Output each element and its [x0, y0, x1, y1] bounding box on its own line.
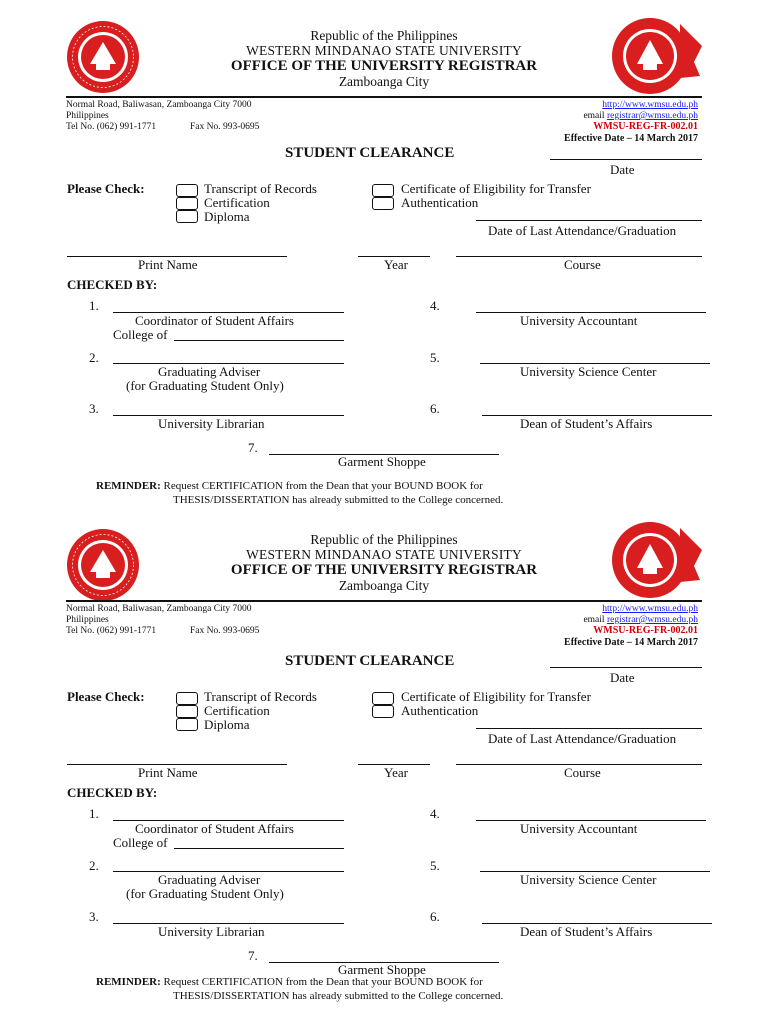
form-title: STUDENT CLEARANCE: [285, 653, 455, 669]
registrar-seal-icon: [610, 520, 704, 600]
contact-fax: Fax No. 993-0695: [190, 122, 260, 132]
signatory-accountant: University Accountant: [520, 821, 638, 836]
year-label: Year: [384, 257, 408, 272]
checkbox-eligibility[interactable]: [372, 692, 394, 705]
signatory-number-6: 6.: [430, 909, 440, 924]
signatory-number-1: 1.: [89, 806, 99, 821]
college-of-label: College of: [113, 835, 168, 850]
print-name-label: Print Name: [138, 765, 198, 780]
contact-tel: Tel No. (062) 991-1771: [66, 626, 157, 636]
effective-date: Effective Date – 14 March 2017: [564, 637, 698, 648]
reminder-text-1: Request CERTIFICATION from the Dean that your BOUND BOOK for: [163, 976, 483, 988]
signatory-adviser-note: (for Graduating Student Only): [126, 378, 284, 393]
checked-by-label: CHECKED BY:: [67, 785, 158, 800]
last-attendance-label: Date of Last Attendance/Graduation: [488, 223, 677, 238]
checked-by-label: CHECKED BY:: [67, 277, 158, 292]
date-input-line[interactable]: [550, 667, 702, 668]
checkbox-authentication[interactable]: [372, 705, 394, 718]
reminder-text-2: THESIS/DISSERTATION has already submitted to the College concerned.: [173, 990, 504, 1002]
checkbox-diploma[interactable]: [176, 718, 198, 731]
email-link[interactable]: registrar@wmsu.edu.ph: [606, 111, 698, 121]
signatory-adviser: Graduating Adviser: [158, 872, 261, 887]
email-label: email: [583, 111, 605, 121]
header-divider: [66, 96, 702, 98]
signatory-accountant: University Accountant: [520, 313, 638, 328]
signatory-number-2: 2.: [89, 350, 99, 365]
checkbox-certification[interactable]: [176, 705, 198, 718]
option-transcript: Transcript of Records: [204, 689, 317, 704]
signatory-science-center: University Science Center: [520, 364, 657, 379]
form-title: STUDENT CLEARANCE: [285, 145, 455, 161]
signatory-garment-shoppe: Garment Shoppe: [338, 454, 426, 469]
checkbox-transcript[interactable]: [176, 692, 198, 705]
clearance-form-copy-1: [0, 0, 768, 508]
header-office: OFFICE OF THE UNIVERSITY REGISTRAR: [230, 562, 538, 578]
checkbox-eligibility[interactable]: [372, 184, 394, 197]
college-of-label: College of: [113, 327, 168, 342]
last-attendance-label: Date of Last Attendance/Graduation: [488, 731, 677, 746]
form-code: WMSU-REG-FR-002.01: [593, 625, 698, 636]
checkbox-diploma[interactable]: [176, 210, 198, 223]
course-label: Course: [564, 765, 601, 780]
last-attendance-input-line[interactable]: [476, 220, 702, 221]
email-row: [583, 111, 698, 121]
signatory-number-2: 2.: [89, 858, 99, 873]
signatory-dean: Dean of Student’s Affairs: [520, 924, 653, 939]
effective-date: Effective Date – 14 March 2017: [564, 133, 698, 144]
header-city: Zamboanga City: [338, 578, 430, 593]
reminder-text-2: THESIS/DISSERTATION has already submitted to the College concerned.: [173, 494, 504, 506]
header-university: WESTERN MINDANAO STATE UNIVERSITY: [246, 547, 522, 562]
header-republic: Republic of the Philippines: [310, 532, 458, 547]
signatory-coordinator: Coordinator of Student Affairs: [135, 821, 294, 836]
option-eligibility: Certificate of Eligibility for Transfer: [401, 689, 591, 704]
signatory-librarian: University Librarian: [158, 924, 265, 939]
option-certification: Certification: [204, 703, 270, 718]
option-authentication: Authentication: [401, 703, 479, 718]
email-row: [583, 615, 698, 625]
signatory-number-3: 3.: [89, 401, 99, 416]
contact-address: Normal Road, Baliwasan, Zamboanga City 7000: [66, 604, 252, 614]
email-link[interactable]: registrar@wmsu.edu.ph: [606, 615, 698, 625]
reminder-label: REMINDER:: [96, 480, 161, 492]
date-label: Date: [610, 162, 635, 177]
option-diploma: Diploma: [204, 717, 250, 732]
signatory-number-5: 5.: [430, 350, 440, 365]
registrar-seal-icon: [610, 16, 704, 96]
signatory-number-4: 4.: [430, 298, 440, 313]
wmsu-seal-icon: [66, 20, 140, 94]
header-divider: [66, 600, 702, 602]
reminder-line-1: [96, 976, 483, 988]
checkbox-authentication[interactable]: [372, 197, 394, 210]
option-diploma: Diploma: [204, 209, 250, 224]
college-input-line[interactable]: [174, 340, 344, 341]
signatory-number-6: 6.: [430, 401, 440, 416]
please-check-label: Please Check:: [67, 689, 145, 704]
signatory-number-7: 7.: [248, 948, 258, 963]
option-authentication: Authentication: [401, 195, 479, 210]
contact-fax: Fax No. 993-0695: [190, 626, 260, 636]
contact-tel: Tel No. (062) 991-1771: [66, 122, 157, 132]
signatory-number-5: 5.: [430, 858, 440, 873]
signatory-librarian: University Librarian: [158, 416, 265, 431]
signatory-garment-shoppe: Garment Shoppe: [338, 962, 426, 977]
date-input-line[interactable]: [550, 159, 702, 160]
signatory-dean: Dean of Student’s Affairs: [520, 416, 653, 431]
signatory-number-7: 7.: [248, 440, 258, 455]
email-label: email: [583, 615, 605, 625]
clearance-form-copy-2: [0, 508, 768, 1016]
header-republic: Republic of the Philippines: [310, 28, 458, 43]
signatory-science-center: University Science Center: [520, 872, 657, 887]
course-label: Course: [564, 257, 601, 272]
option-eligibility: Certificate of Eligibility for Transfer: [401, 181, 591, 196]
header-city: Zamboanga City: [338, 74, 430, 89]
checkbox-certification[interactable]: [176, 197, 198, 210]
website-link[interactable]: http://www.wmsu.edu.ph: [602, 100, 698, 110]
print-name-label: Print Name: [138, 257, 198, 272]
wmsu-seal-icon: [66, 528, 140, 602]
reminder-label: REMINDER:: [96, 976, 161, 988]
contact-address: Normal Road, Baliwasan, Zamboanga City 7000: [66, 100, 252, 110]
please-check-label: Please Check:: [67, 181, 145, 196]
signatory-number-3: 3.: [89, 909, 99, 924]
contact-country: Philippines: [66, 111, 109, 121]
header-university: WESTERN MINDANAO STATE UNIVERSITY: [246, 43, 522, 58]
signatory-number-1: 1.: [89, 298, 99, 313]
reminder-text-1: Request CERTIFICATION from the Dean that your BOUND BOOK for: [163, 480, 483, 492]
signatory-adviser-note: (for Graduating Student Only): [126, 886, 284, 901]
option-transcript: Transcript of Records: [204, 181, 317, 196]
year-label: Year: [384, 765, 408, 780]
last-attendance-input-line[interactable]: [476, 728, 702, 729]
checkbox-transcript[interactable]: [176, 184, 198, 197]
header-office: OFFICE OF THE UNIVERSITY REGISTRAR: [230, 58, 538, 74]
option-certification: Certification: [204, 195, 270, 210]
date-label: Date: [610, 670, 635, 685]
college-input-line[interactable]: [174, 848, 344, 849]
website-link[interactable]: http://www.wmsu.edu.ph: [602, 604, 698, 614]
signatory-adviser: Graduating Adviser: [158, 364, 261, 379]
signatory-coordinator: Coordinator of Student Affairs: [135, 313, 294, 328]
signatory-number-4: 4.: [430, 806, 440, 821]
reminder-line-1: [96, 480, 483, 492]
form-code: WMSU-REG-FR-002.01: [593, 121, 698, 132]
contact-country: Philippines: [66, 615, 109, 625]
